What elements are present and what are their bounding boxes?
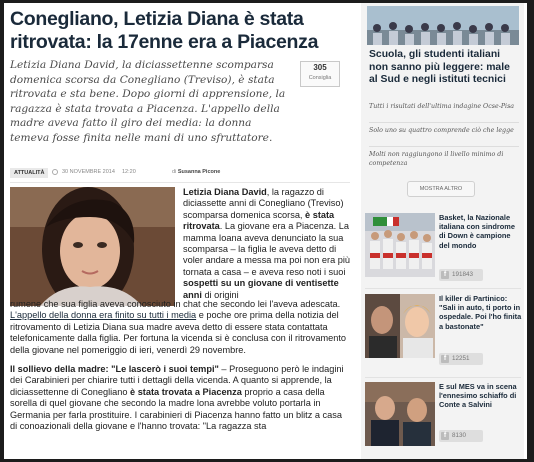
article-author xyxy=(172,169,220,176)
share-counter[interactable] xyxy=(439,353,483,365)
p1-strong-found: è stata ritrovata xyxy=(183,209,335,232)
meta-divider xyxy=(10,182,350,183)
card-thumbnail xyxy=(365,213,435,277)
p2-strong-title: Il sollievo della madre: "Le lascerò i suoi tempi" xyxy=(10,364,219,374)
article-main xyxy=(4,3,352,459)
featured-sub-3[interactable]: Molti non raggiungono il livello minimo di competenza xyxy=(369,151,504,167)
featured-sub-2[interactable]: Solo uno su quattro comprende ciò che legge xyxy=(369,127,514,134)
facebook-icon: f xyxy=(441,432,449,440)
card-divider xyxy=(365,288,521,289)
article-headline: Conegliano, Letizia Diana è stata ritrovata: la 17enne era a Piacenza xyxy=(10,8,319,53)
share-counter[interactable] xyxy=(439,269,483,281)
card-divider xyxy=(365,377,521,378)
share-counter[interactable] xyxy=(439,430,483,442)
card-title[interactable]: Basket, la Nazionale italiana con sindrome di Down è campione del mondo xyxy=(439,213,515,250)
p1-strong-suspect: sospetti su un giovane di ventisette anni xyxy=(183,278,339,300)
article-date: 30 NOVEMBRE 2014 xyxy=(62,169,115,175)
sidebar xyxy=(361,3,524,459)
appeal-link[interactable]: L'appello della donna era finito su tutti i media xyxy=(10,310,197,321)
author-prefix: di xyxy=(172,169,177,175)
related-card-partinico[interactable] xyxy=(365,294,523,366)
card-title[interactable]: E sul MES va in scena l'ennesimo schiaffo di Conte a Salvini xyxy=(439,382,517,410)
article-paragraph-1 xyxy=(183,187,350,301)
sidebar-divider xyxy=(369,146,519,147)
p1-text-c: di origini xyxy=(201,289,239,300)
featured-headline[interactable]: Scuola, gli studenti italiani non sanno più leggere: male al Sud e negli istituti tecnici xyxy=(369,49,510,85)
article-paragraph-1-cont xyxy=(10,299,350,356)
article-photo xyxy=(10,187,175,306)
comments-counter[interactable] xyxy=(300,61,340,87)
category-tag[interactable]: ATTUALITÀ xyxy=(10,168,48,178)
featured-image[interactable] xyxy=(367,6,519,45)
featured-sub-1[interactable]: Tutti i risultati dell'ultima indagine Ocse-Pisa xyxy=(369,103,515,110)
clock-icon xyxy=(52,169,58,175)
p1-text-b: . La giovane era a Piacenza. La mamma Ioana aveva denunciato la sua scomparsa – la figlia le aveva detto di voler andare a messa ma poi non era più tornata a casa – e aveva reso noti i suoi xyxy=(183,221,351,277)
share-count: 191843 xyxy=(452,271,474,278)
p2-text-b: proprio a casa della sorella di quel giovane che secondo la madre lona avrebbe voluto portarla in Germania per farla prostituire. I carabinieri di Piacenza hanno fatto un blitz a casa di conoazionali della giovane e l'hanno trovata: "La ragazza sta xyxy=(10,386,342,432)
facebook-icon: f xyxy=(441,355,449,363)
article-time: 12:20 xyxy=(122,169,136,175)
p1c-text-a: rumene che sua figlia aveva conosciuto in chat che secondo lei l'aveva adescata. xyxy=(10,299,341,309)
related-card-basket[interactable] xyxy=(365,213,523,285)
article-meta xyxy=(10,167,350,179)
p1-strong-name: Letizia Diana David xyxy=(183,187,267,197)
show-more-button[interactable]: MOSTRA ALTRO xyxy=(407,181,475,197)
author-name[interactable]: Susanna Picone xyxy=(177,169,221,175)
comments-count: 305 xyxy=(313,63,327,72)
card-thumbnail xyxy=(365,294,435,358)
sidebar-divider xyxy=(369,122,519,123)
facebook-icon: f xyxy=(441,271,449,279)
card-thumbnail xyxy=(365,382,435,446)
p1-text-a: , la ragazzo di diciassette anni di Conegliano (Treviso) scomparsa domenica scorsa, xyxy=(183,187,344,220)
p2-strong-found: è stata trovata a Piacenza xyxy=(130,386,242,397)
share-count: 12251 xyxy=(452,355,470,362)
article-lede: Letizia Diana David, la diciassettenne scomparsa domenica scorsa da Conegliano (Treviso), è stata ritrovata e sta bene. Dopo giorni di apprensione, la ragazza è stata trovata a Piacenza. L'appello della madre aveva fatto il giro dei media: la donna temeva fosse finita nelle mani di uno sfruttatore. xyxy=(10,59,286,144)
related-card-mes[interactable] xyxy=(365,382,523,454)
page xyxy=(4,3,527,459)
share-count: 8130 xyxy=(452,432,467,439)
comments-label: Consiglia xyxy=(308,75,332,81)
article-paragraph-2 xyxy=(10,364,350,432)
p1c-text-b: e poche ore prima della notizia del ritrovamento di Letizia Diana sua madre aveva detto di essere stata contattata telefonicamente dalla figlia. Per fortuna la vicenda si è conclusa con il ritrovamento della giovane nel pomeriggio di ieri, venerdì 29 novembre. xyxy=(10,310,347,355)
p2-text-a: – Proseguono però le indagini dei Carabinieri per chiarire tutti i dettagli della vicenda. A quanto si apprende, la diciassettenne di Conegliano xyxy=(10,364,344,397)
card-title[interactable]: Il killer di Partinico: "Sali in auto, ti porto in ospedale. Poi l'ho finita a bastonate" xyxy=(439,294,522,331)
